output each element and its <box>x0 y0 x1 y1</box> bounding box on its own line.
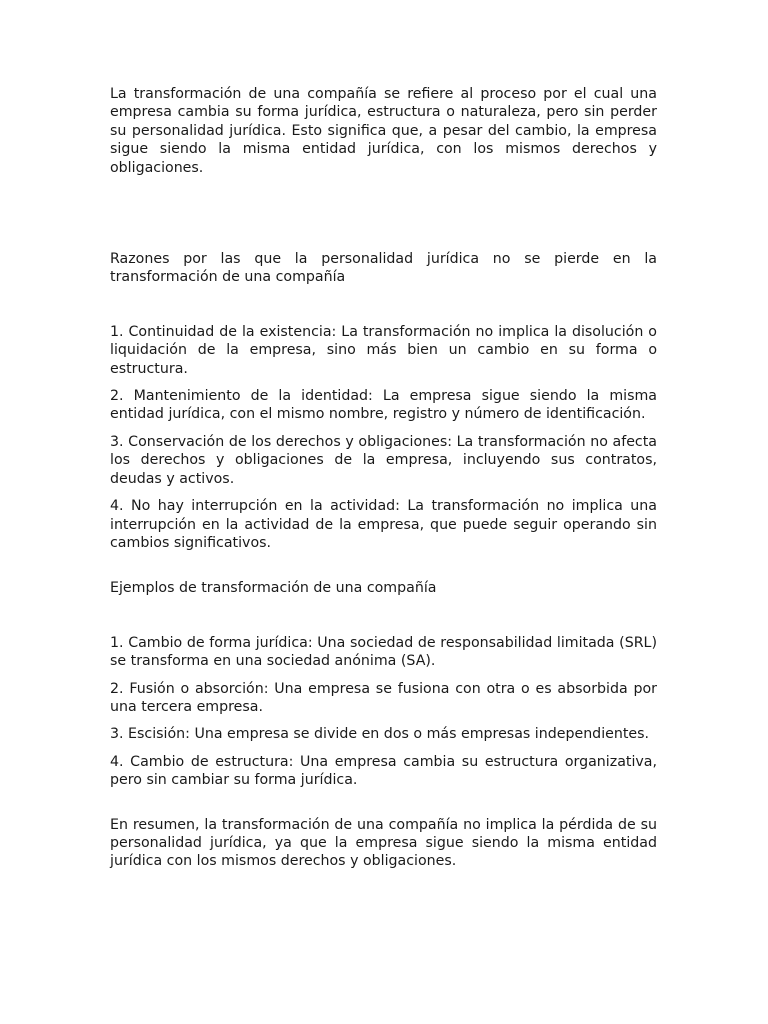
examples-list <box>110 634 657 790</box>
list-item: 3. Conservación de los derechos y obligaciones: La transformación no afecta los derechos y obligaciones de la empresa, incluyendo sus contratos, deudas y activos. <box>110 433 657 487</box>
list-item: 3. Escisión: Una empresa se divide en dos o más empresas independientes. <box>110 726 650 743</box>
list-item: 1. Cambio de forma jurídica: Una sociedad de responsabilidad limitada (SRL) se transforma en una sociedad anónima (SA). <box>110 634 657 670</box>
section-heading-examples: Ejemplos de transformación de una compañía <box>110 580 437 597</box>
section-heading-reasons: Razones por las que la personalidad jurídica no se pierde en la transformación de una compañía <box>110 251 657 286</box>
list-item: 4. No hay interrupción en la actividad: La transformación no implica una interrupción en la actividad de la empresa, que puede seguir operando sin cambios significativos. <box>110 498 657 551</box>
list-item: 2. Fusión o absorción: Una empresa se fusiona con otra o es absorbida por una tercera empresa. <box>110 680 657 715</box>
document-page <box>110 85 657 871</box>
list-item: 1. Continuidad de la existencia: La transformación no implica la disolución o liquidación de la empresa, sino más bien un cambio en su forma o estructura. <box>110 323 657 377</box>
summary-paragraph: En resumen, la transformación de una compañía no implica la pérdida de su personalidad jurídica, ya que la empresa sigue siendo la misma entidad jurídica con los mismos derechos y obligaciones. <box>110 816 657 870</box>
reasons-list <box>110 323 657 552</box>
intro-paragraph: La transformación de una compañía se refiere al proceso por el cual una empresa cambia su forma jurídica, estructura o naturaleza, pero sin perder su personalidad jurídica. Esto significa que, a pesar del cambio, la empresa sigue siendo la misma entidad jurídica, con los mismos derechos y obligaciones. <box>110 86 657 176</box>
list-item: 4. Cambio de estructura: Una empresa cambia su estructura organizativa, pero sin cambiar su forma jurídica. <box>110 753 657 789</box>
list-item: 2. Mantenimiento de la identidad: La empresa sigue siendo la misma entidad jurídica, con el mismo nombre, registro y número de identificación. <box>110 388 657 423</box>
